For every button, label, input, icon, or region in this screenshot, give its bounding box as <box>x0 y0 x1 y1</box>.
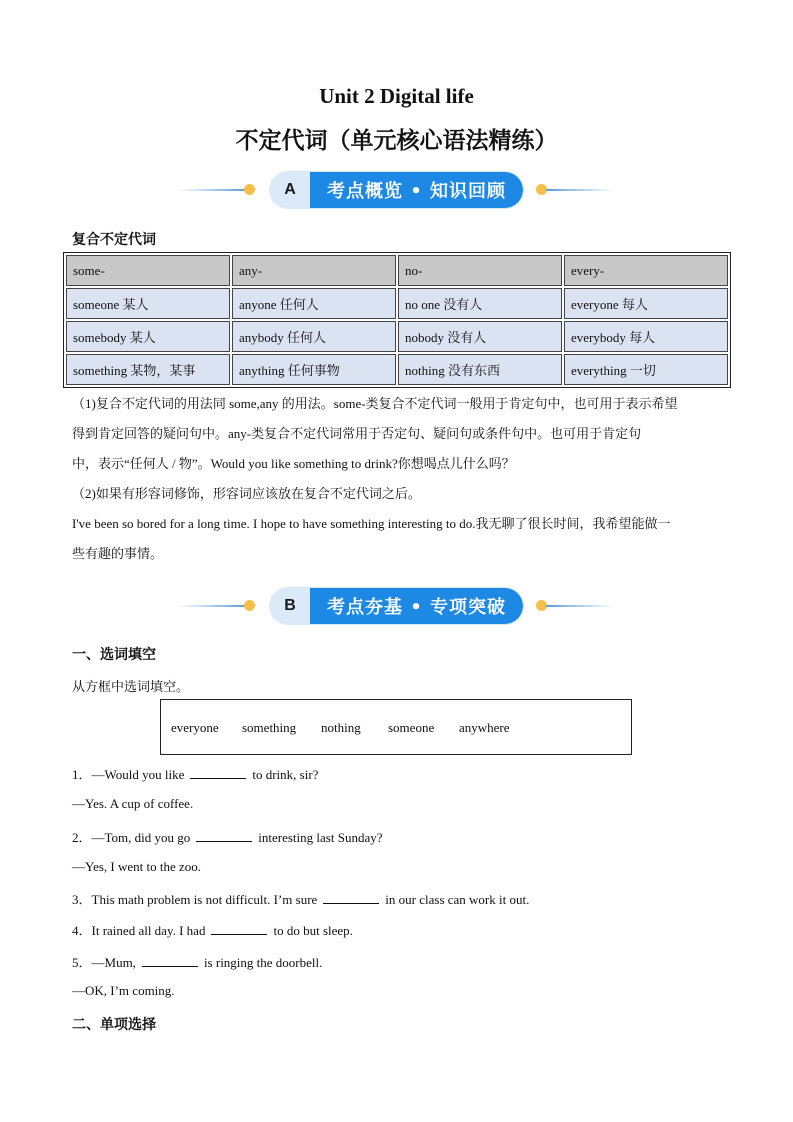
section-b-letter: B <box>270 588 310 624</box>
answer-blank[interactable] <box>196 829 252 842</box>
dot-icon <box>244 600 255 611</box>
notes-paragraph <box>72 389 724 569</box>
section-b-title: 考点夯基 • 专项突破 <box>310 588 523 624</box>
table-cell: anyone 任何人 <box>232 288 396 319</box>
note-line: （1)复合不定代词的用法同 some,any 的用法。some-类复合不定代词一般用于肯定句中，也可用于表示希望 <box>72 396 678 411</box>
table-row <box>66 354 728 385</box>
table-cell: someone 某人 <box>66 288 230 319</box>
note-line: 中，表示“任何人 / 物”。Would you like something to drink?你想喝点儿什么吗？ <box>72 456 515 471</box>
question-2: 2．—Tom, did you go interesting last Sunday? <box>72 830 383 845</box>
banner-line-left <box>178 189 246 191</box>
banner-line-right <box>546 189 614 191</box>
section-a-title: 考点概览 • 知识回顾 <box>310 172 523 208</box>
section-a-letter: A <box>270 172 310 208</box>
table-title: 复合不定代词 <box>72 232 156 248</box>
word-option: everyone <box>171 720 219 735</box>
table-row <box>66 321 728 352</box>
part2-heading: 二、单项选择 <box>72 1017 156 1033</box>
pronoun-table <box>63 252 731 388</box>
page-title: Unit 2 Digital life <box>319 84 474 108</box>
table-cell: anything 任何事物 <box>232 354 396 385</box>
banner-line-right <box>546 605 614 607</box>
part1-heading: 一、选词填空 <box>72 647 156 663</box>
note-line: 得到肯定回答的疑问句中。any-类复合不定代词常用于否定句、疑问句或条件句中。也可用于肯定句 <box>72 426 642 441</box>
answer-blank[interactable] <box>211 922 267 935</box>
table-cell: everybody 每人 <box>564 321 728 352</box>
answer-blank[interactable] <box>323 891 379 904</box>
section-a-banner <box>0 170 793 210</box>
word-option: someone <box>388 720 435 735</box>
question-5-answer: —OK, I’m coming. <box>72 983 175 998</box>
table-header-cell: any- <box>232 255 396 286</box>
note-line: 些有趣的事情。 <box>72 546 164 561</box>
answer-blank[interactable] <box>190 766 246 779</box>
question-5: 5．—Mum, is ringing the doorbell. <box>72 955 323 970</box>
table-header-row <box>66 255 728 286</box>
question-1: 1．—Would you like to drink, sir? <box>72 767 319 782</box>
table-cell: nothing 没有东西 <box>398 354 562 385</box>
table-header-cell: every- <box>564 255 728 286</box>
table-cell: no one 没有人 <box>398 288 562 319</box>
table-cell: somebody 某人 <box>66 321 230 352</box>
question-1-answer: —Yes. A cup of coffee. <box>72 796 194 811</box>
section-b-pill <box>270 588 523 624</box>
word-option: anywhere <box>459 720 510 735</box>
section-b-banner <box>0 586 793 626</box>
table-cell: something 某物，某事 <box>66 354 230 385</box>
table-cell: nobody 没有人 <box>398 321 562 352</box>
question-2-answer: —Yes, I went to the zoo. <box>72 859 202 874</box>
note-line: I've been so bored for a long time. I hope to have something interesting to do.我无聊了很长时间，我希望能做一 <box>72 516 671 531</box>
answer-blank[interactable] <box>142 954 198 967</box>
table-cell: everyone 每人 <box>564 288 728 319</box>
word-option: something <box>242 720 297 735</box>
question-3: 3．This math problem is not difficult. I’m sure in our class can work it out. <box>72 892 530 907</box>
part1-instruction: 从方框中选词填空。 <box>72 679 190 694</box>
page-subtitle: 不定代词（单元核心语法精练） <box>235 128 558 154</box>
table-cell: everything 一切 <box>564 354 728 385</box>
table-row <box>66 288 728 319</box>
table-header-cell: no- <box>398 255 562 286</box>
word-option: nothing <box>321 720 361 735</box>
section-a-pill <box>270 172 523 208</box>
dot-icon <box>244 184 255 195</box>
table-header-cell: some- <box>66 255 230 286</box>
banner-line-left <box>178 605 246 607</box>
word-box <box>160 699 632 755</box>
note-line: （2)如果有形容词修饰，形容词应该放在复合不定代词之后。 <box>72 486 421 501</box>
table-cell: anybody 任何人 <box>232 321 396 352</box>
question-4: 4．It rained all day. I had to do but sleep. <box>72 923 353 938</box>
